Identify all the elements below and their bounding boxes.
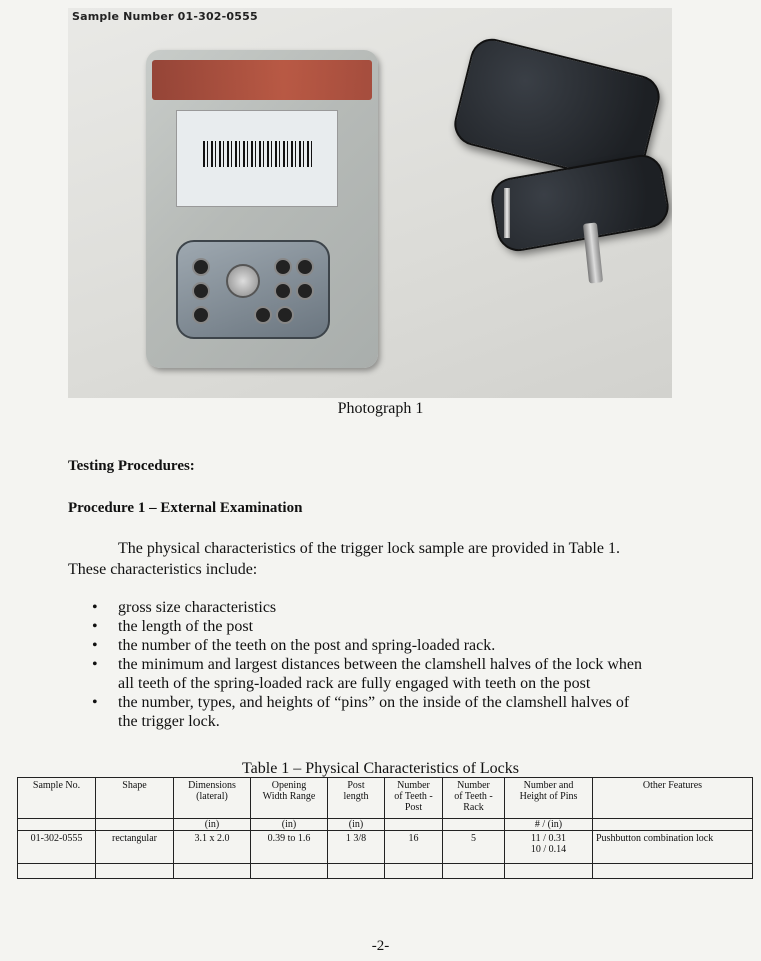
header-cell: Sample No. bbox=[18, 778, 96, 819]
photograph bbox=[68, 8, 672, 398]
unit-cell: # / (in) bbox=[505, 819, 593, 831]
header-cell: Opening Width Range bbox=[251, 778, 328, 819]
list-item: • the number of the teeth on the post and spring-loaded rack. bbox=[118, 636, 738, 655]
intro-line-2: These characteristics include: bbox=[68, 561, 258, 578]
table-cell: 11 / 0.31 10 / 0.14 bbox=[505, 831, 593, 864]
table-cell: 01-302-0555 bbox=[18, 831, 96, 864]
list-item: • the length of the post bbox=[118, 617, 738, 636]
photo-caption: Photograph 1 bbox=[337, 400, 424, 417]
header-cell: Number and Height of Pins bbox=[505, 778, 593, 819]
characteristics-table bbox=[17, 777, 753, 879]
header-cell: Other Features bbox=[593, 778, 753, 819]
table-row bbox=[18, 831, 753, 864]
pin-image bbox=[504, 188, 510, 238]
header-cell: Number of Teeth - Rack bbox=[443, 778, 505, 819]
list-item: • gross size characteristics bbox=[118, 598, 738, 617]
table-cell: 5 bbox=[443, 831, 505, 864]
clamshell-half-image bbox=[488, 151, 672, 254]
header-cell: Shape bbox=[96, 778, 174, 819]
table-cell: Pushbutton combination lock bbox=[593, 831, 753, 864]
table-cell: 3.1 x 2.0 bbox=[174, 831, 251, 864]
intro-paragraph bbox=[68, 538, 708, 580]
unit-cell: (in) bbox=[174, 819, 251, 831]
header-cell: Post length bbox=[328, 778, 385, 819]
list-item: • the minimum and largest distances between the clamshell halves of the lock when all teeth of the spring-loaded rack are fully engaged with teeth on the post bbox=[118, 655, 738, 693]
section-heading: Testing Procedures: bbox=[68, 458, 195, 474]
table-cell: 1 3/8 bbox=[328, 831, 385, 864]
unit-cell: (in) bbox=[328, 819, 385, 831]
characteristics-list bbox=[68, 598, 738, 731]
table-header-row bbox=[18, 778, 753, 819]
header-cell: Number of Teeth - Post bbox=[385, 778, 443, 819]
table-cell: rectangular bbox=[96, 831, 174, 864]
sample-number-label: Sample Number 01-302-0555 bbox=[72, 10, 258, 23]
list-item: • the number, types, and heights of “pins” on the inside of the clamshell halves of the trigger lock. bbox=[118, 693, 738, 731]
table-cell: 16 bbox=[385, 831, 443, 864]
page-number: -2- bbox=[371, 938, 390, 954]
header-cell: Dimensions (lateral) bbox=[174, 778, 251, 819]
lock-package-image bbox=[146, 50, 378, 368]
unit-cell: (in) bbox=[251, 819, 328, 831]
table-cell: 0.39 to 1.6 bbox=[251, 831, 328, 864]
intro-line-1: The physical characteristics of the trigger lock sample are provided in Table 1. bbox=[118, 540, 620, 557]
subsection-heading: Procedure 1 – External Examination bbox=[68, 500, 303, 516]
table-title: Table 1 – Physical Characteristics of Locks bbox=[241, 760, 520, 777]
table-units-row bbox=[18, 819, 753, 831]
table-row-empty bbox=[18, 864, 753, 879]
